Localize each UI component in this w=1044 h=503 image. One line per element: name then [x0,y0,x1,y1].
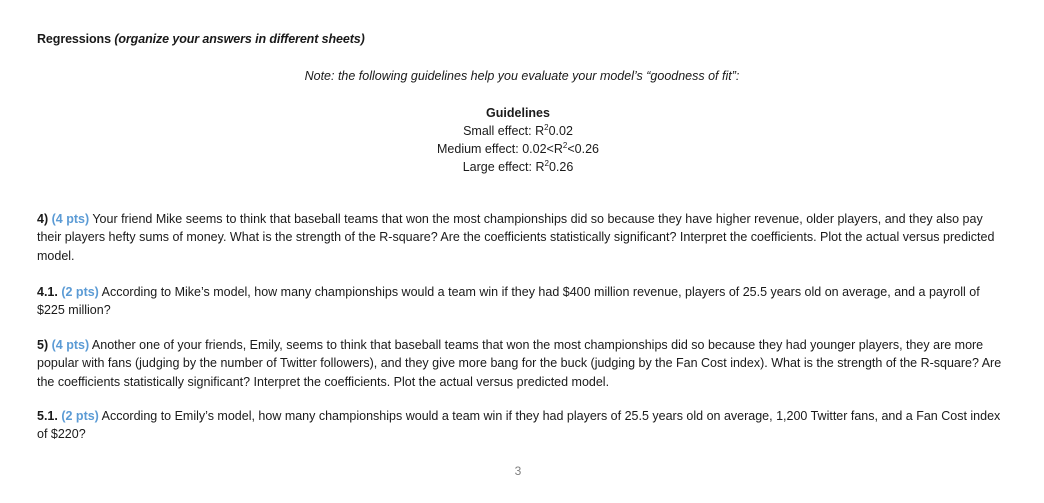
question-5 [37,336,1007,391]
guideline-medium-effect [0,140,1036,158]
question-points: (2 pts) [61,285,99,299]
question-points: (4 pts) [51,338,90,352]
guideline-small-effect [0,122,1036,140]
question-text: Your friend Mike seems to think that baseball teams that won the most championships did so because they have higher revenue, older players, and they also pay their players hefty sums of money. What is the strength of the R-square? Are the coefficients statistically significant? Interpret the coefficients. Plot the actual versus predicted model. [37,212,995,263]
small-effect-sup: 2 [544,122,549,132]
question-text: According to Emily’s model, how many championships would a team win if they had players of 25.5 years old on average, 1,200 Twitter fans, and a Fan Cost index of $220? [37,409,1001,442]
question-4 [37,210,1007,265]
section-heading [37,32,365,46]
guidelines-note: Note: the following guidelines help you evaluate your model’s “goodness of fit”: [304,69,740,83]
question-4-1 [37,283,1007,320]
large-effect-sup: 2 [544,158,549,168]
question-number: 5.1. [37,409,58,423]
question-number: 4.1. [37,285,58,299]
question-points: (2 pts) [61,409,99,423]
page-number: 3 [514,464,522,478]
question-number: 5) [37,338,49,352]
guideline-large-effect [0,158,1036,176]
heading-subtitle: (organize your answers in different sheets) [114,32,365,46]
question-5-1 [37,407,1007,444]
question-text: Another one of your friends, Emily, seems to think that baseball teams that won the most championships did so because they had younger players, they are more popular with fans (judging by the number of Twitter followers), and they give more bang for the buck (judging by the Fan Cost index). What is the strength of the R-square? Are the coefficients statistically significant? Interpret the coefficients. Plot the actual versus predicted model. [37,338,1002,389]
small-effect-suffix: 0.02 [548,124,573,138]
question-points: (4 pts) [51,212,90,226]
guidelines-block [0,104,1036,176]
heading-title: Regressions [37,32,111,46]
question-text: According to Mike’s model, how many championships would a team win if they had $400 million revenue, players of 25.5 years old on average, and a payroll of $225 million? [37,285,980,318]
medium-effect-prefix: Medium effect: 0.02<R [437,142,563,156]
small-effect-prefix: Small effect: R [463,124,545,138]
large-effect-prefix: Large effect: R [462,160,545,174]
guidelines-title: Guidelines [486,106,550,120]
medium-effect-suffix: <0.26 [567,142,599,156]
large-effect-suffix: 0.26 [548,160,574,174]
medium-effect-sup: 2 [562,140,568,150]
question-number: 4) [37,212,49,226]
